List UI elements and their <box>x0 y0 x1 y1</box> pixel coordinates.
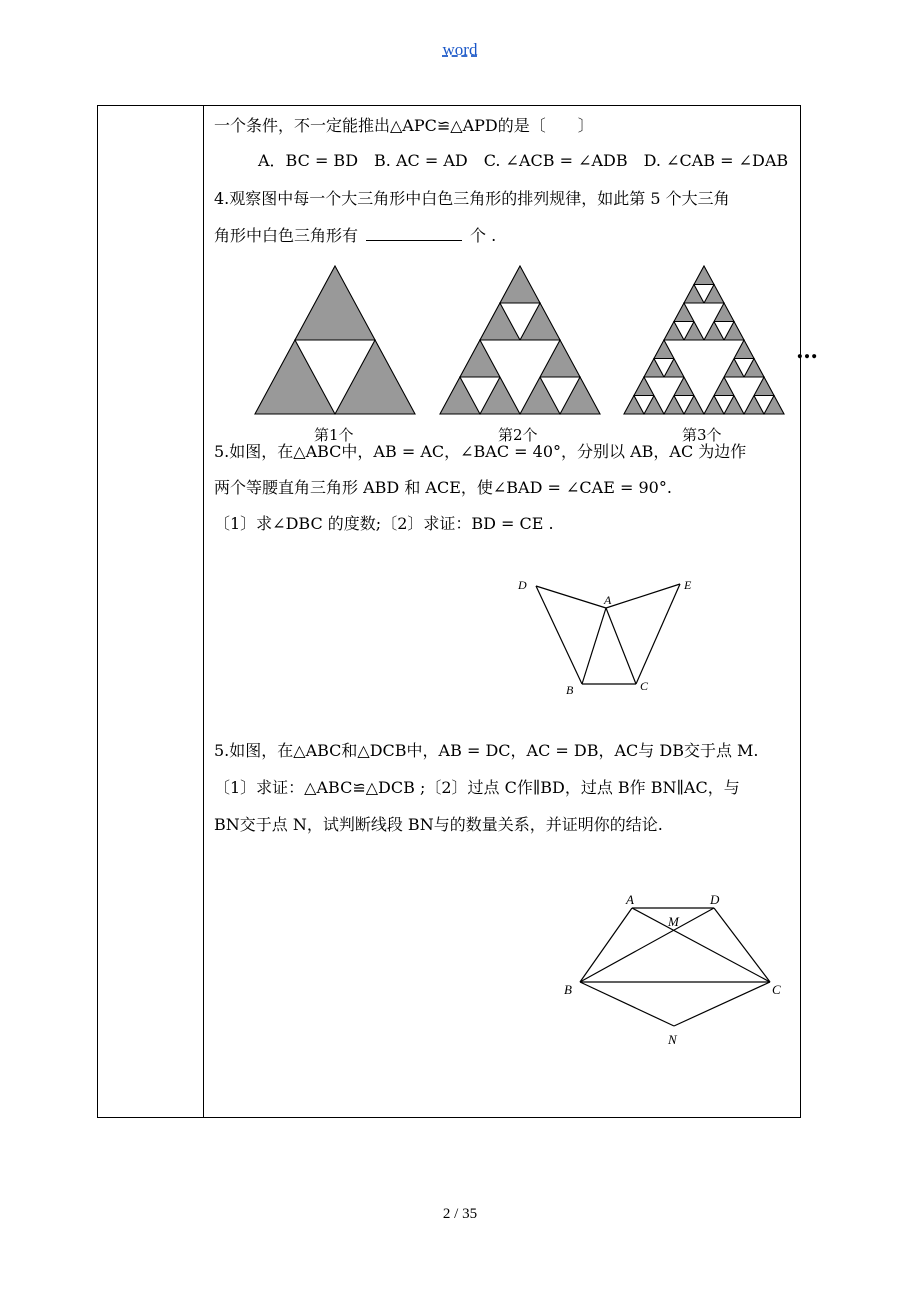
sierpinski-stage-1 <box>255 266 415 414</box>
q5b-line2: 〔1〕求证：△ABC≌△DCB ;〔2〕过点 C作∥BD，过点 B作 BN∥AC，与 <box>214 778 740 797</box>
label-A: A <box>604 593 612 607</box>
q4-line1: 4.观察图中每一个大三角形中白色三角形的排列规律，如此第 5 个大三角 <box>214 189 730 208</box>
caption-stage-2: 第2个 <box>498 426 538 444</box>
q5a-line3: 〔1〕求∠DBC 的度数;〔2〕求证：BD = CE . <box>214 514 554 533</box>
header-word-link[interactable]: word <box>442 40 478 59</box>
sierpinski-stage-3 <box>624 266 784 414</box>
label-A: A <box>626 892 634 907</box>
shaded-triangle <box>694 266 714 285</box>
q5b-figure <box>560 890 790 1050</box>
q3-options: A．BC = BD B. AC = AD C. ∠ACB = ∠ADB D. ∠CAB = ∠DAB <box>258 151 789 170</box>
q5a-line1: 5.如图，在△ABC中，AB = AC，∠BAC = 40°，分别以 AB，AC 为边作 <box>214 442 747 461</box>
label-B: B <box>564 982 572 997</box>
shaded-triangle <box>295 266 375 340</box>
page-number: 2 / 35 <box>442 1206 478 1222</box>
q4-line2-suffix: 个 . <box>470 226 497 245</box>
shaded-triangle <box>500 266 540 303</box>
table-column-divider <box>203 106 204 1117</box>
q5b-line3: BN交于点 N，试判断线段 BN与的数量关系，并证明你的结论. <box>214 815 663 834</box>
label-N: N <box>668 1032 677 1047</box>
sierpinski-figures <box>250 262 790 422</box>
label-C: C <box>772 982 781 997</box>
label-D: D <box>710 892 720 907</box>
q4-line2 <box>214 225 496 247</box>
caption-stage-3: 第3个 <box>682 426 722 444</box>
label-E: E <box>684 578 692 592</box>
label-B: B <box>566 683 574 697</box>
caption-stage-1: 第1个 <box>314 426 354 444</box>
ellipsis-continuation: … <box>796 338 819 364</box>
q5a-line2: 两个等腰直角三角形 ABD 和 ACE，使∠BAD = ∠CAE = 90°. <box>214 478 672 497</box>
label-D: D <box>518 578 527 592</box>
q4-line2-prefix: 角形中白色三角形有 <box>214 226 359 245</box>
q3-stem: 一个条件，不一定能推出△APC≌△APD的是〔 〕 <box>214 116 594 135</box>
sierpinski-stage-2 <box>440 266 600 414</box>
q5b-line1: 5.如图，在△ABC和△DCB中，AB = DC，AC = DB，AC与 DB交于点 M. <box>214 741 759 760</box>
q5a-figure <box>508 572 708 702</box>
q4-answer-blank <box>366 226 462 241</box>
label-C: C <box>640 679 649 693</box>
label-M: M <box>668 914 679 929</box>
